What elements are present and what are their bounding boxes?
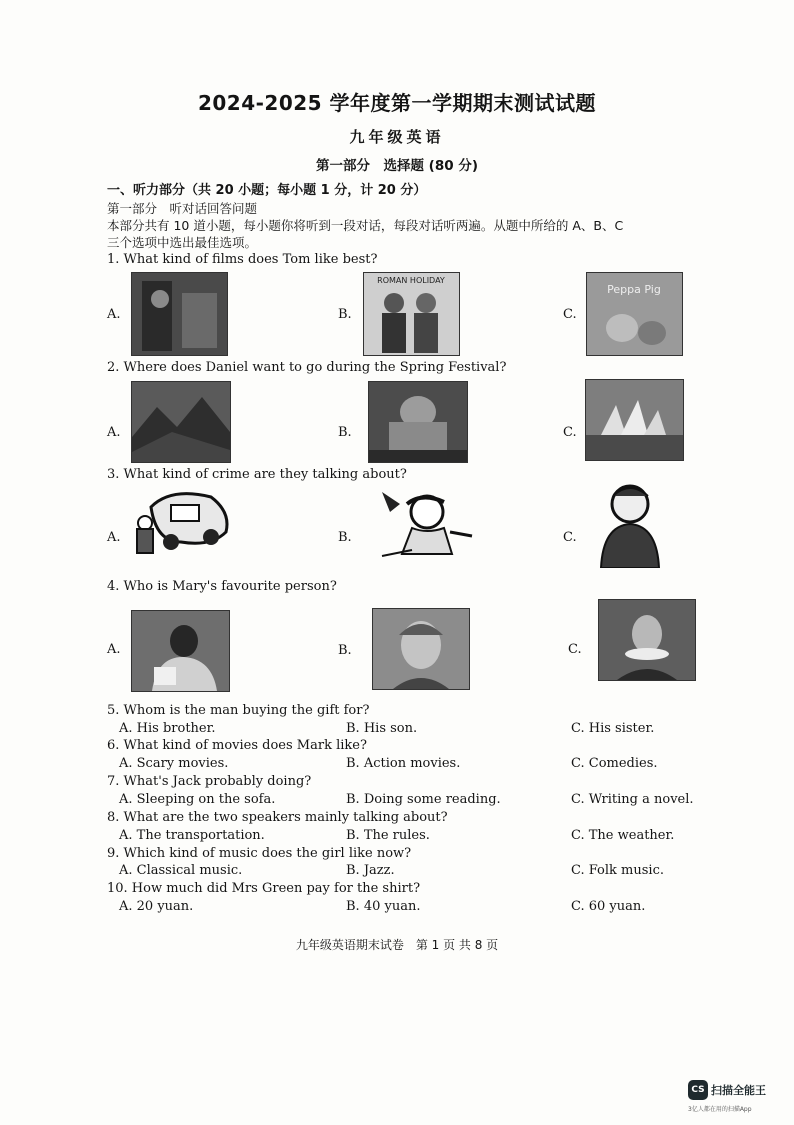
q1-option-a-image — [131, 272, 228, 356]
q8-option-a: A. The transportation. — [119, 828, 265, 843]
q4-option-b-image — [372, 608, 470, 690]
question-5: 5. Whom is the man buying the gift for? — [107, 703, 370, 718]
q7-option-a: A. Sleeping on the sofa. — [119, 792, 276, 807]
scanner-logo-icon: CS — [688, 1080, 708, 1100]
question-3: 3. What kind of crime are they talking about? — [107, 467, 407, 482]
q3-option-b-image — [372, 484, 476, 564]
listening-section-heading: 一、听力部分（共 20 小题；每小题 1 分，计 20 分） — [107, 183, 427, 198]
q7-option-c: C. Writing a novel. — [571, 792, 694, 807]
q8-option-b: B. The rules. — [346, 828, 430, 843]
q6-option-c: C. Comedies. — [571, 756, 658, 771]
scanner-app-name: 扫描全能王 — [711, 1084, 766, 1097]
q2-option-c-image — [585, 379, 684, 461]
q4-option-b-label: B. — [338, 643, 352, 658]
q4-option-a-label: A. — [107, 642, 121, 657]
q5-option-c: C. His sister. — [571, 721, 655, 736]
q1-option-b-image — [363, 272, 460, 356]
instructions-line-1: 本部分共有 10 道小题，每小题你将听到一段对话，每段对话听两遍。从题中所给的 A、B、C — [107, 218, 624, 233]
q3-option-b-label: B. — [338, 530, 352, 545]
q6-option-b: B. Action movies. — [346, 756, 461, 771]
question-9: 9. Which kind of music does the girl like now? — [107, 846, 412, 861]
q1-option-c-image — [586, 272, 683, 356]
q2-option-b-image — [368, 381, 468, 463]
question-2: 2. Where does Daniel want to go during the Spring Festival? — [107, 360, 507, 375]
exam-subject: 九年级英语 — [349, 128, 445, 146]
q1-option-a-label: A. — [107, 307, 121, 322]
q9-option-c: C. Folk music. — [571, 863, 664, 878]
part-title: 第一部分 选择题 (80 分) — [315, 158, 479, 174]
q1-b-caption: ROMAN HOLIDAY — [377, 276, 445, 285]
q8-option-c: C. The weather. — [571, 828, 675, 843]
q3-option-c-image — [593, 480, 667, 568]
question-6: 6. What kind of movies does Mark like? — [107, 738, 367, 753]
q10-option-a: A. 20 yuan. — [119, 899, 194, 914]
q10-option-c: C. 60 yuan. — [571, 899, 646, 914]
q2-option-c-label: C. — [563, 425, 577, 440]
question-8: 8. What are the two speakers mainly talking about? — [107, 810, 448, 825]
q10-option-b: B. 40 yuan. — [346, 899, 421, 914]
question-7: 7. What's Jack probably doing? — [107, 774, 312, 789]
q2-option-a-image — [131, 381, 231, 463]
scanner-watermark — [688, 1080, 788, 1120]
q2-option-b-label: B. — [338, 425, 352, 440]
q1-option-b-label: B. — [338, 307, 352, 322]
q4-option-a-image — [131, 610, 230, 692]
q4-option-c-image — [598, 599, 696, 681]
q3-option-c-label: C. — [563, 530, 577, 545]
q3-option-a-label: A. — [107, 530, 121, 545]
page-footer: 九年级英语期末试卷 第 1 页 共 8 页 — [295, 938, 499, 952]
q3-option-a-image — [131, 487, 233, 559]
q4-option-c-label: C. — [568, 642, 582, 657]
q6-option-a: A. Scary movies. — [119, 756, 229, 771]
question-10: 10. How much did Mrs Green pay for the shirt? — [107, 881, 421, 896]
exam-title: 2024-2025 学年度第一学期期末测试试题 — [197, 91, 597, 115]
q1-c-caption: Peppa Pig — [607, 283, 661, 296]
q7-option-b: B. Doing some reading. — [346, 792, 501, 807]
question-1: 1. What kind of films does Tom like best? — [107, 252, 378, 267]
q1-option-c-label: C. — [563, 307, 577, 322]
q9-option-a: A. Classical music. — [119, 863, 243, 878]
scanner-tagline: 3亿人都在用的扫描App — [688, 1106, 752, 1113]
question-4: 4. Who is Mary's favourite person? — [107, 579, 337, 594]
instructions-line-2: 三个选项中选出最佳选项。 — [107, 235, 258, 250]
q2-option-a-label: A. — [107, 425, 121, 440]
q5-option-a: A. His brother. — [119, 721, 216, 736]
q5-option-b: B. His son. — [346, 721, 418, 736]
listening-sub-heading: 第一部分 听对话回答问题 — [107, 201, 258, 216]
q9-option-b: B. Jazz. — [346, 863, 395, 878]
